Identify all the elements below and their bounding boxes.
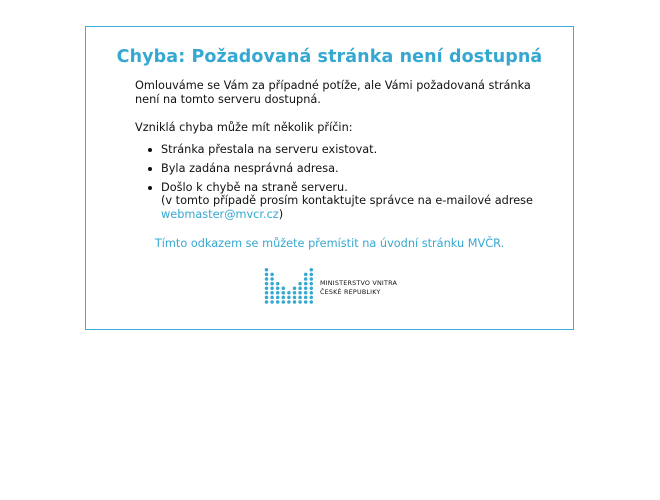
- logo-dot: [270, 300, 274, 304]
- logo-dot: [293, 291, 297, 295]
- logo-dot: [287, 291, 291, 295]
- error-content: [135, 79, 545, 221]
- logo-dot: [270, 291, 274, 295]
- error-panel: [85, 26, 574, 330]
- logo-dot: [270, 296, 274, 300]
- logo-dot: [310, 268, 314, 272]
- logo-dot: [293, 300, 297, 304]
- logo-line-1: MINISTERSTVO VNITRA: [320, 279, 398, 287]
- logo-dot: [298, 296, 302, 300]
- homepage-link[interactable]: Tímto odkazem se můžete přemístit na úvodní stránku MVČR.: [154, 237, 505, 250]
- logo-line-2: ČESKÉ REPUBLIKY: [320, 288, 381, 296]
- logo-dot: [265, 286, 269, 290]
- webmaster-email-link[interactable]: webmaster@mvcr.cz: [161, 207, 279, 221]
- logo-dot: [270, 277, 274, 281]
- logo-dot: [276, 282, 280, 286]
- logo-dot: [282, 286, 286, 290]
- logo-dot: [310, 296, 314, 300]
- reasons-heading: Vzniklá chyba může mít několik příčin:: [135, 121, 353, 134]
- list-item: Byla zadána nesprávná adresa.: [135, 162, 545, 176]
- contact-text: (v tomto případě prosím kontaktujte správce na e-mailové adrese: [161, 194, 534, 207]
- logo-dot: [310, 282, 314, 286]
- logo-dot: [304, 277, 308, 281]
- logo-dot: [276, 296, 280, 300]
- logo-dot: [293, 296, 297, 300]
- logo-dot: [287, 296, 291, 300]
- logo-dot: [265, 300, 269, 304]
- logo-dot: [276, 300, 280, 304]
- logo-dot: [265, 277, 269, 281]
- logo-dot: [304, 282, 308, 286]
- logo-dot: [265, 282, 269, 286]
- logo-dot: [310, 273, 314, 277]
- page-title: Chyba: Požadovaná stránka není dostupná: [116, 47, 543, 67]
- logo-dot: [298, 291, 302, 295]
- logo-dot: [304, 273, 308, 277]
- logo-dot: [265, 291, 269, 295]
- logo-dot: [270, 282, 274, 286]
- logo-dot: [310, 300, 314, 304]
- logo-dot: [282, 300, 286, 304]
- logo-dot: [304, 291, 308, 295]
- logo-dot: [282, 296, 286, 300]
- logo-dot: [282, 291, 286, 295]
- mvcr-logo[interactable]: [264, 265, 399, 305]
- list-item: Stránka přestala na serveru existovat.: [135, 143, 545, 157]
- logo-dot: [270, 273, 274, 277]
- logo-text: [320, 279, 397, 297]
- logo-dot: [293, 286, 297, 290]
- logo-dot: [276, 291, 280, 295]
- logo-dot: [265, 273, 269, 277]
- logo-dot: [276, 286, 280, 290]
- logo-dot: [304, 300, 308, 304]
- logo-dot: [304, 286, 308, 290]
- logo-dot: [310, 277, 314, 281]
- intro-text: Omlouváme se Vám za případné potíže, ale Vámi požadovaná stránka není na tomto serveru dostupná.: [135, 79, 531, 106]
- logo-dot: [310, 291, 314, 295]
- logo-dot: [310, 286, 314, 290]
- logo-dot: [270, 286, 274, 290]
- reasons-list: [135, 143, 545, 222]
- logo-dot: [298, 286, 302, 290]
- logo-dot: [304, 296, 308, 300]
- logo-dot: [265, 296, 269, 300]
- logo-dot: [287, 300, 291, 304]
- logo-dot: [298, 282, 302, 286]
- logo-dot: [265, 268, 269, 272]
- mvcr-logo-icon: [264, 265, 316, 305]
- logo-dot: [298, 300, 302, 304]
- list-item: Došlo k chybě na straně serveru. (v tomto případě prosím kontaktujte správce na e-mailové adrese webmaster@mvcr.cz): [135, 181, 545, 222]
